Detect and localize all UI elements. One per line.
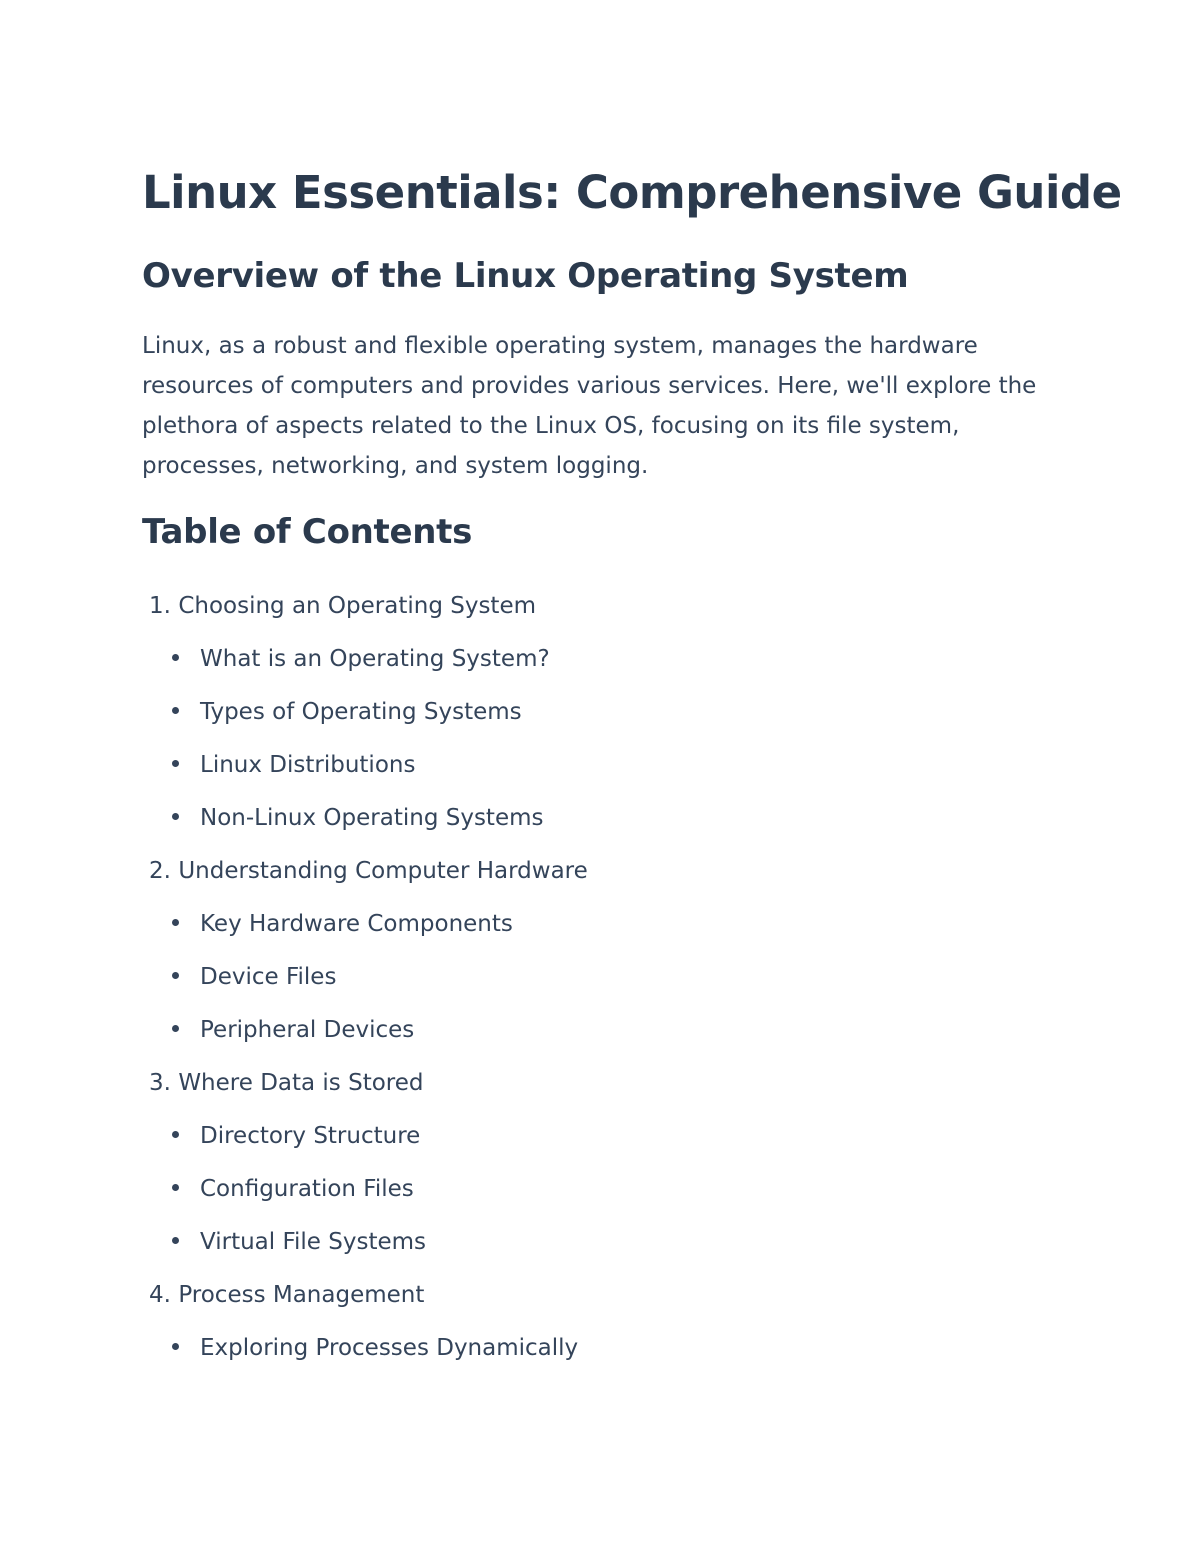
toc-section-label: Process Management <box>178 1282 425 1308</box>
toc-subsection-item: Virtual File Systems <box>142 1216 1072 1269</box>
bullet-icon <box>172 972 179 979</box>
bullet-icon <box>172 1343 179 1350</box>
toc-section-3 <box>142 1057 1072 1269</box>
toc-subsection-item: Configuration Files <box>142 1163 1072 1216</box>
toc-subsection-item: Device Files <box>142 951 1072 1004</box>
bullet-icon <box>172 1025 179 1032</box>
overview-paragraph: Linux, as a robust and flexible operating system, manages the hardware resources of computers and provides various services. Here, we'll explore the plethora of aspects related to the Linux OS, focusing on its file system, processes, networking, and system logging. <box>142 333 1037 479</box>
toc-subsection-item: Peripheral Devices <box>142 1004 1072 1057</box>
bullet-icon <box>172 1237 179 1244</box>
toc-section-number: 4. <box>149 1282 171 1308</box>
toc-subsection-item: Exploring Processes Dynamically <box>142 1322 1072 1375</box>
bullet-icon <box>172 1184 179 1191</box>
toc-section-4 <box>142 1269 1072 1375</box>
toc-subsection-item: Linux Distributions <box>142 739 1072 792</box>
toc-section-2 <box>142 845 1072 1057</box>
toc-subsection-item: Directory Structure <box>142 1110 1072 1163</box>
bullet-icon <box>172 654 179 661</box>
toc-subsection-item: Key Hardware Components <box>142 898 1072 951</box>
bullet-icon <box>172 1131 179 1138</box>
bullet-icon <box>172 813 179 820</box>
overview-heading: Overview of the Linux Operating System <box>142 256 909 296</box>
toc-subsection-list <box>142 1110 1072 1269</box>
toc-subsection-list <box>142 898 1072 1057</box>
toc-subsection-item: Non-Linux Operating Systems <box>142 792 1072 845</box>
toc-subsection-list <box>142 1322 1072 1375</box>
toc-section-number: 1. <box>149 593 171 619</box>
toc-subsection-item: Types of Operating Systems <box>142 686 1072 739</box>
toc-section-label: Where Data is Stored <box>178 1070 424 1096</box>
toc-section-label: Understanding Computer Hardware <box>178 858 588 884</box>
toc-section-label: Choosing an Operating System <box>178 593 537 619</box>
bullet-icon <box>172 919 179 926</box>
toc-subsection-list <box>142 633 1072 845</box>
toc-section-number: 3. <box>149 1070 171 1096</box>
page-title: Linux Essentials: Comprehensive Guide <box>142 166 1122 219</box>
toc-section-1 <box>142 580 1072 845</box>
toc-section-number: 2. <box>149 858 171 884</box>
toc-subsection-item: What is an Operating System? <box>142 633 1072 686</box>
bullet-icon <box>172 707 179 714</box>
bullet-icon <box>172 760 179 767</box>
table-of-contents <box>142 580 1072 1375</box>
toc-heading: Table of Contents <box>142 512 473 552</box>
